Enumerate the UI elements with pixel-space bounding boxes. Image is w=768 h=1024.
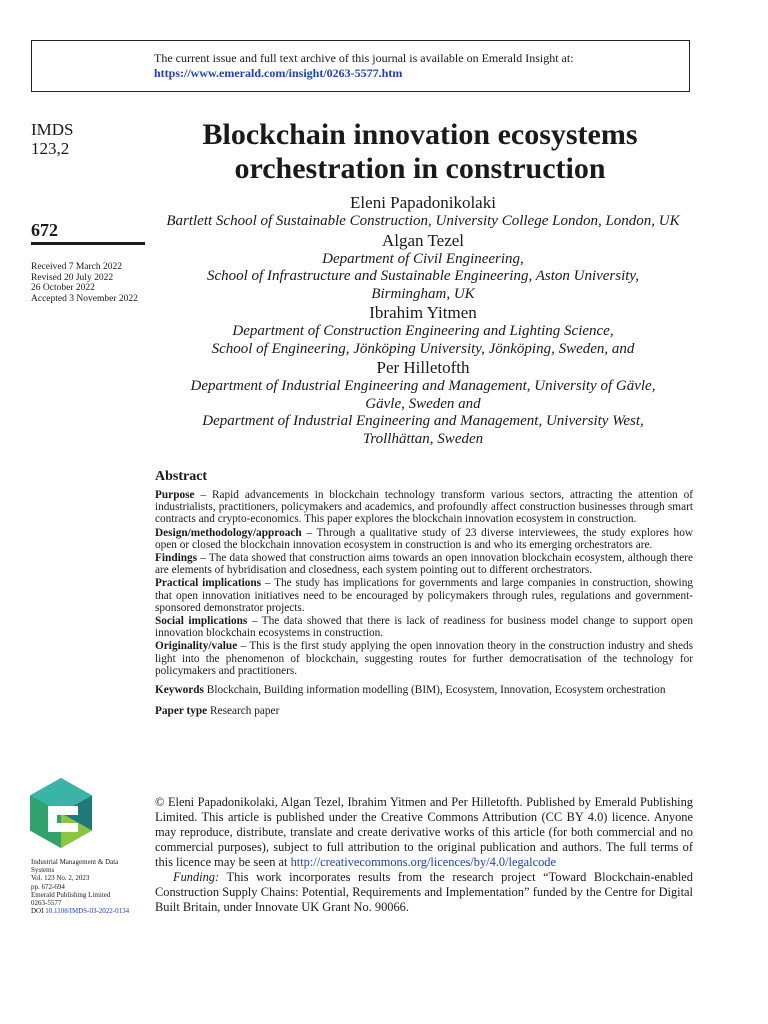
funding-text: This work incorporates results from the research project “Toward Blockchain-enabled Construction Supply Chains: Potential, Requirements and Implementation” funded by the Centre for Digital Built Britain, under Innovate UK Grant No. 90066. — [155, 870, 694, 914]
author-name: Eleni Papadonikolaki — [350, 193, 496, 212]
section-text: – Through a qualitative study of 23 diverse interviewees, the study explores how open or closed the blockchain innovation ecosystem in construction is and who its emerging orchestrators are. — [155, 526, 693, 551]
meta-line: Emerald Publishing Limited — [31, 890, 111, 899]
section-label: Originality/value — [155, 640, 238, 653]
page-number: 672 — [31, 220, 58, 240]
section-label: Practical implications — [155, 577, 262, 590]
section-text: – The study has implications for governments and large companies in construction, showing that open innovation initiatives need to be encouraged by policymakers through rules, regulations and government-sponsored demonstrator projects. — [155, 577, 693, 614]
abstract-practical-implications — [155, 577, 693, 614]
author-affiliation: Trollhättan, Sweden — [362, 430, 484, 447]
doi-label: DOI — [31, 907, 44, 916]
author-affiliation: School of Infrastructure and Sustainable Engineering, Aston University, — [206, 268, 640, 284]
author-affiliation: Department of Civil Engineering, — [322, 250, 524, 267]
doi-line — [31, 907, 141, 915]
title-line: Blockchain innovation ecosystems — [202, 118, 638, 151]
section-text: – The data showed that construction aims towards an open innovation blockchain ecosystem, although there are elements of hybridisation and closedness, each system pointing out to different orchestrators. — [155, 552, 693, 577]
journal-url-link[interactable]: https://www.emerald.com/insight/0263-5577.htm — [154, 66, 403, 80]
publisher-logo-icon — [30, 778, 92, 848]
article-title — [150, 118, 690, 186]
funding-label: Funding: — [173, 870, 220, 884]
section-label: Purpose — [155, 489, 195, 501]
author-affiliation: Gävle, Sweden and — [365, 395, 481, 412]
journal-abbreviation: IMDS — [31, 120, 74, 139]
author-affiliation: Birmingham, UK — [371, 285, 475, 302]
license-text: © Eleni Papadonikolaki, Algan Tezel, Ibrahim Yitmen and Per Hilletofth. Published by Emerald Publishing Limited. This article is published under the Creative Commons Attribution (CC BY 4.0) licence. Anyone may reproduce, distribute, translate and create derivative works of this article (for both commercial and no commercial purposes), subject to full attribution to the original publication and authors. The full terms of this licence may be seen at — [155, 795, 693, 869]
funding-paragraph — [155, 870, 693, 915]
meta-line: Vol. 123 No. 2, 2023 — [31, 874, 90, 883]
paper-type-label: Paper type — [155, 705, 208, 718]
meta-line: Industrial Management & Data — [31, 858, 119, 866]
meta-line: 0263-5577 — [31, 899, 62, 908]
journal-volume: 123,2 — [31, 139, 70, 158]
sidebar-divider — [31, 242, 145, 245]
date-line: Received 7 March 2022 — [31, 262, 123, 272]
abstract-design-methodology — [155, 527, 693, 551]
author-name: Algan Tezel — [381, 230, 465, 250]
author-affiliation: Department of Construction Engineering and Lighting Science, — [232, 323, 614, 339]
meta-line: pp. 672-694 — [31, 882, 65, 891]
journal-meta — [31, 858, 141, 915]
author-affiliation: School of Engineering, Jönköping University, Jönköping, Sweden, and — [211, 340, 635, 357]
paper-type-value: Research paper — [210, 705, 280, 718]
doi-link[interactable]: 10.1108/IMDS-03-2022-0134 — [45, 907, 130, 916]
abstract-findings — [155, 552, 693, 576]
author-list — [150, 193, 696, 448]
date-line: Revised 20 July 2022 — [31, 272, 114, 283]
author-affiliation: Department of Industrial Engineering and Management, University of Gävle, — [190, 378, 656, 394]
abstract-heading: Abstract — [155, 469, 208, 484]
keywords — [155, 683, 693, 698]
abstract-social-implications — [155, 615, 693, 639]
keywords-text: Blockchain, Building information modelling (BIM), Ecosystem, Innovation, Ecosystem orchestration — [206, 684, 666, 697]
section-label: Design/methodology/approach — [155, 526, 302, 539]
meta-line: Systems — [31, 866, 55, 875]
author-name: Per Hilletofth — [376, 358, 470, 377]
keywords-label: Keywords — [155, 684, 204, 697]
author-affiliation: Bartlett School of Sustainable Construction, University College London, London, UK — [166, 213, 680, 229]
license-block — [155, 795, 693, 915]
author-affiliation: Department of Industrial Engineering and Management, University West, — [202, 413, 644, 429]
date-line: 26 October 2022 — [31, 283, 95, 293]
license-paragraph — [155, 795, 693, 870]
section-text: – This is the first study applying the open innovation theory in the construction industry and sheds light into the phenomenon of blockchain, suggesting routes for further democratisation of the technology for policymakers and practitioners. — [155, 640, 693, 677]
abstract-originality-value — [155, 640, 693, 677]
section-label: Social implications — [155, 615, 248, 628]
date-line: Accepted 3 November 2022 — [31, 293, 138, 304]
logo-bar — [48, 823, 78, 832]
section-text: – The data showed that there is lack of readiness for business model change to support open innovation blockchain ecosystems in construction. — [155, 615, 693, 640]
received-dates — [31, 262, 138, 304]
section-label: Findings — [155, 552, 198, 565]
journal-archive-notice — [31, 40, 690, 92]
author-name: Ibrahim Yitmen — [369, 303, 477, 322]
license-url-link[interactable]: http://creativecommons.org/licences/by/4.0/legalcode — [290, 855, 556, 869]
notice-text: The current issue and full text archive of this journal is available on Emerald Insight at: — [154, 51, 574, 65]
section-text: – Rapid advancements in blockchain technology transform various sectors, attracting the attention of industrialists, practitioners, policymakers and academics, and profoundly affect construction businesses through smart contracts and crypto-economics. This paper explores the blockchain innovation ecosystem in construction. — [155, 489, 693, 526]
abstract-purpose — [155, 489, 693, 526]
abstract — [155, 469, 693, 718]
paper-type — [155, 704, 693, 718]
title-line: orchestration in construction — [234, 152, 606, 185]
